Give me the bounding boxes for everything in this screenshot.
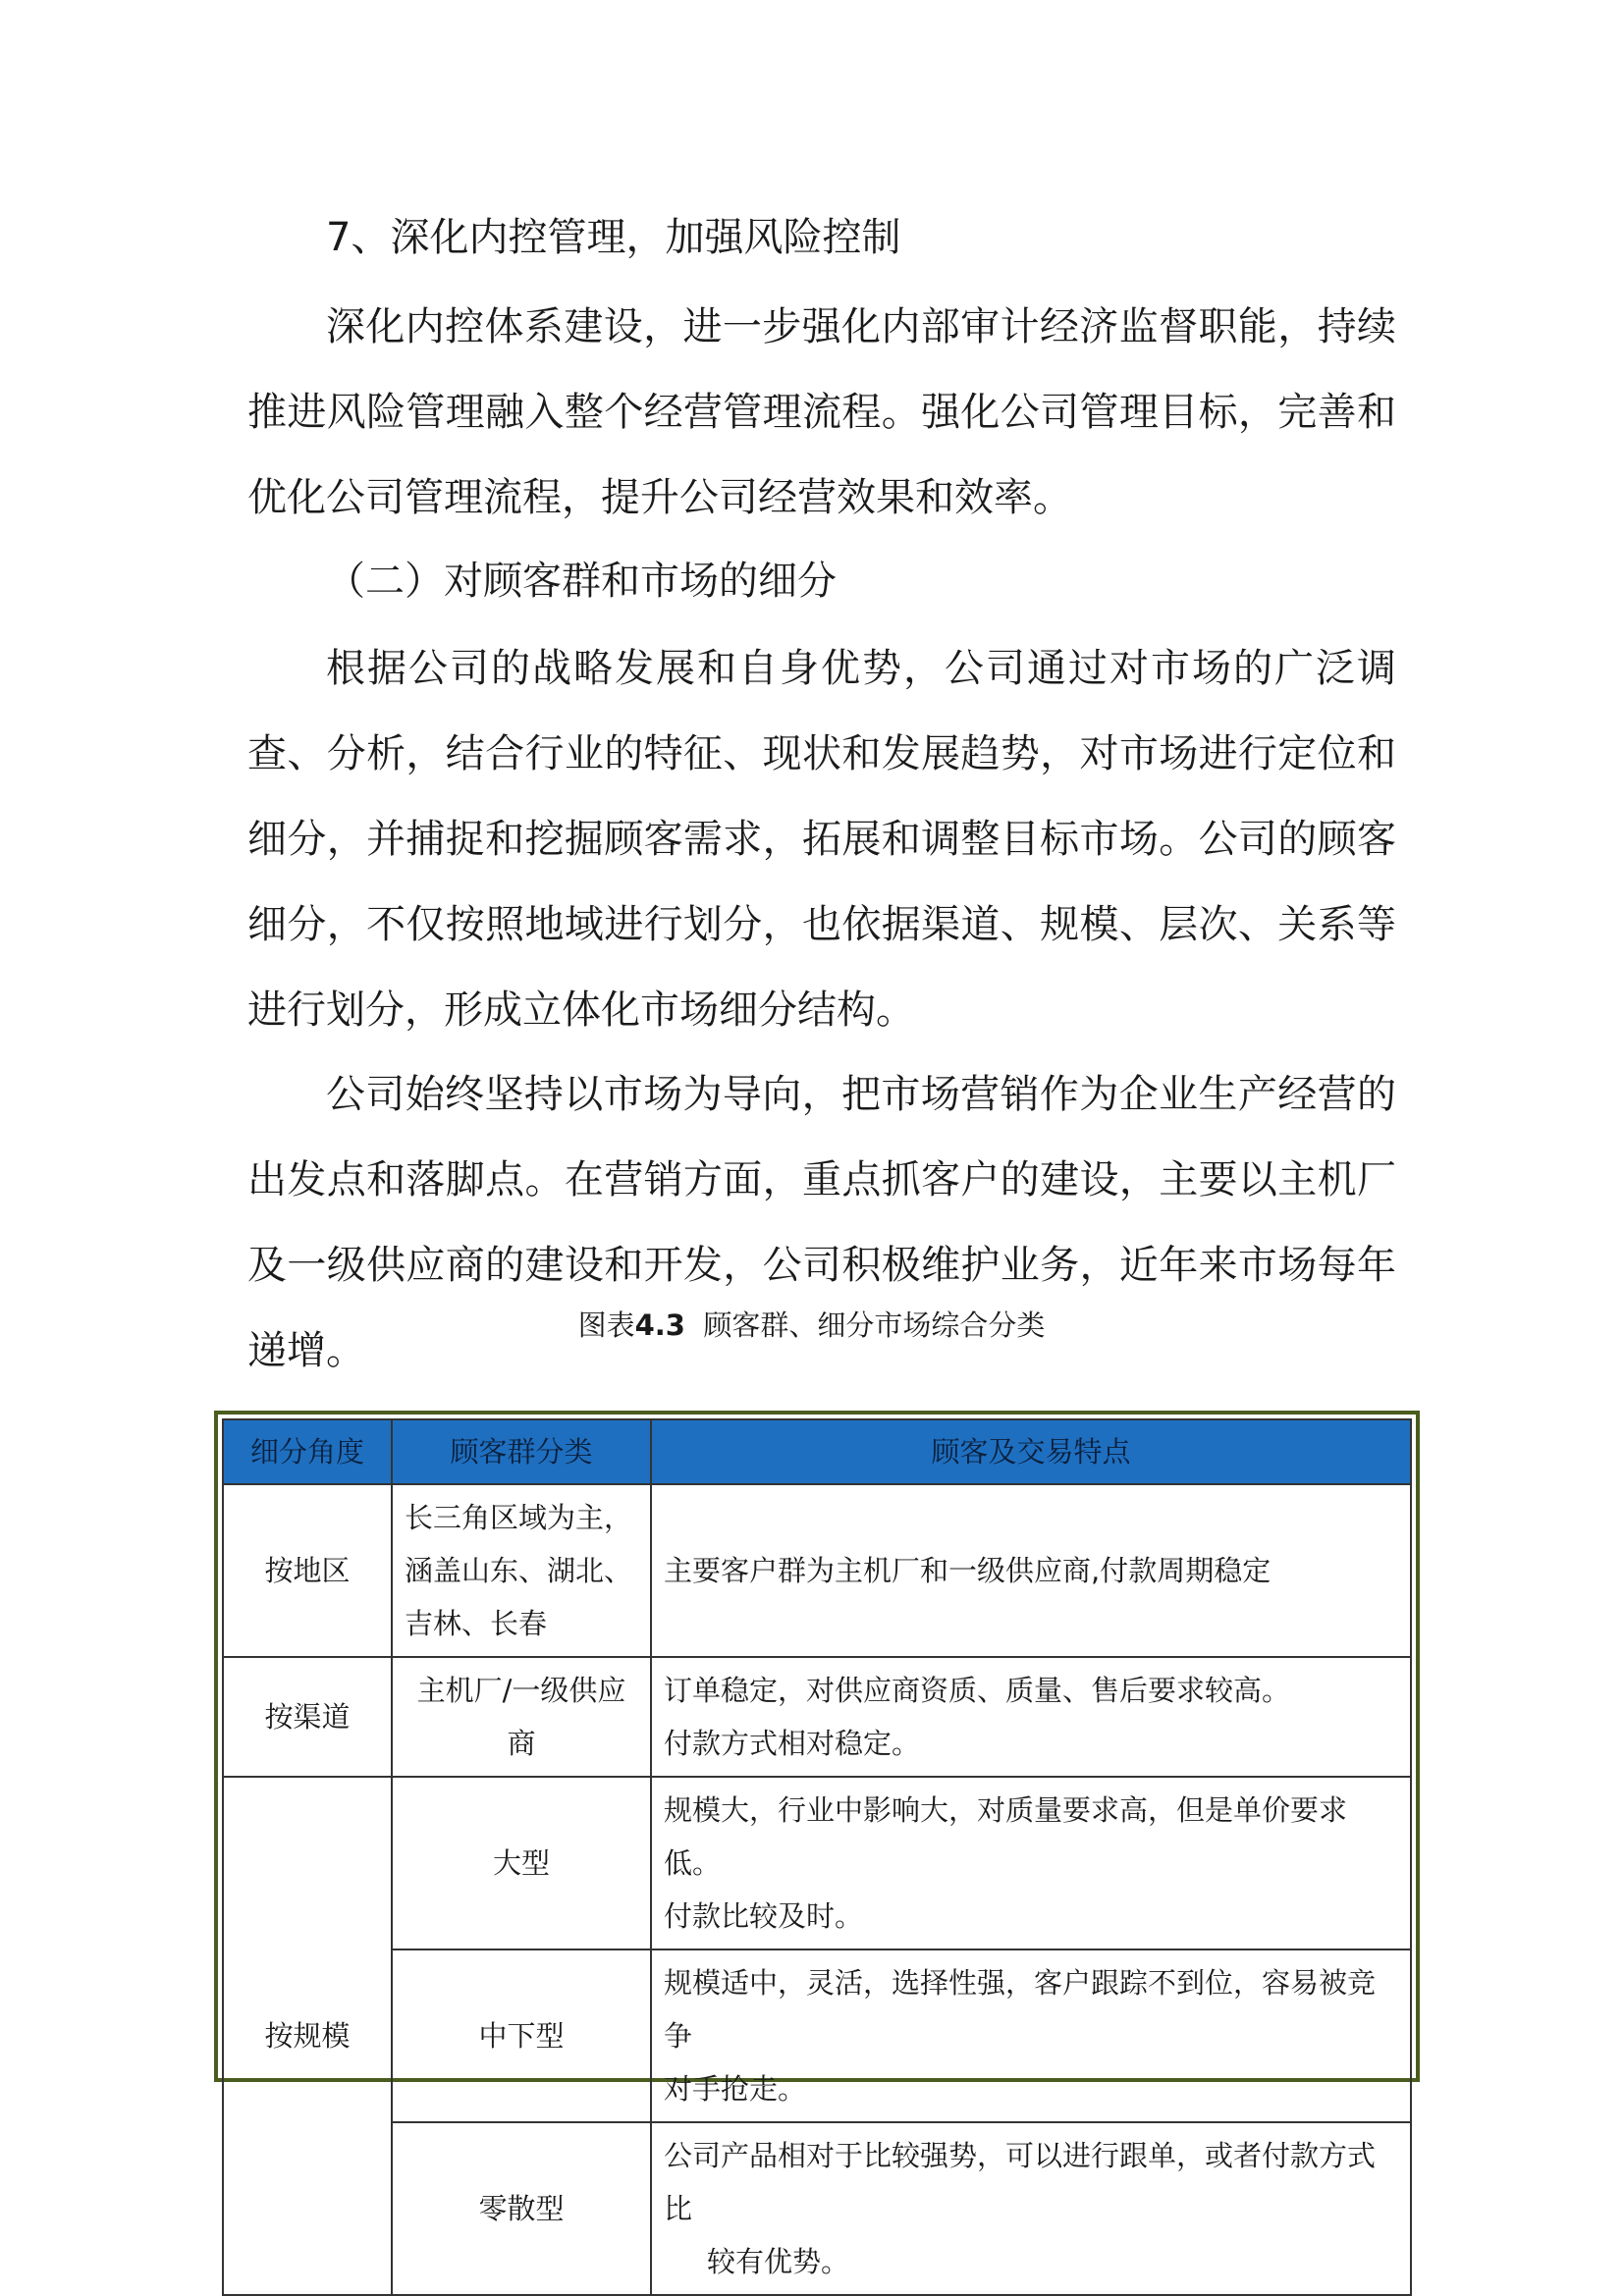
- header-group: 顾客群分类: [392, 1419, 651, 1484]
- cell-region-group: 长三角区域为主， 涵盖山东、湖北、 吉林、长春: [392, 1484, 651, 1657]
- section-heading: 7、深化内控管理，加强风险控制: [326, 215, 901, 260]
- table-row-channel: [223, 1657, 1411, 1777]
- table-caption: [0, 1306, 1623, 1345]
- cell-scale-group-medium: 中下型: [392, 1949, 651, 2122]
- table-row-scale-scattered: [223, 2122, 1411, 2295]
- table-row-region: [223, 1484, 1411, 1657]
- table-row-scale-medium: [223, 1949, 1411, 2122]
- header-feature: 顾客及交易特点: [651, 1419, 1411, 1484]
- cell-scale-group-scattered: 零散型: [392, 2122, 651, 2295]
- subsection-heading: （二）对顾客群和市场的细分: [326, 559, 837, 604]
- cell-channel-angle: 按渠道: [223, 1657, 392, 1777]
- paragraph-segmentation: 根据公司的战略发展和自身优势，公司通过对市场的广泛调查、分析，结合行业的特征、现状和发展趋势，对市场进行定位和细分，并捕捉和挖掘顾客需求，拓展和调整目标市场。公司的顾客细分，不仅按照地域进行划分，也依据渠道、规模、层次、关系等进行划分，形成立体化市场细分结构。: [247, 646, 1396, 1033]
- table-row-scale-large: [223, 1777, 1411, 1949]
- cell-channel-group: 主机厂/一级供应 商: [392, 1657, 651, 1777]
- cell-region-angle: 按地区: [223, 1484, 392, 1657]
- cell-scale-feature-scattered: 公司产品相对于比较强势，可以进行跟单，或者付款方式比 较有优势。: [651, 2122, 1411, 2295]
- caption-title: 顾客群、细分市场综合分类: [703, 1308, 1046, 1342]
- paragraph-marketing: 公司始终坚持以市场为导向，把市场营销作为企业生产经营的出发点和落脚点。在营销方面，重点抓客户的建设，主要以主机厂及一级供应商的建设和开发，公司积极维护业务，近年来市场每年递增。: [247, 1072, 1396, 1373]
- paragraph-internal-control: 深化内控体系建设，进一步强化内部审计经济监督职能，持续推进风险管理融入整个经营管理流程。强化公司管理目标，完善和优化公司管理流程，提升公司经营效果和效率。: [247, 304, 1396, 520]
- caption-number: 4.3: [634, 1308, 685, 1342]
- caption-prefix: 图表: [577, 1308, 635, 1342]
- segmentation-table-frame: [214, 1411, 1420, 2278]
- cell-scale-feature-large: 规模大，行业中影响大，对质量要求高，但是单价要求低。 付款比较及时。: [651, 1777, 1411, 1949]
- header-angle: 细分角度: [223, 1419, 392, 1484]
- cell-region-feature: 主要客户群为主机厂和一级供应商,付款周期稳定: [651, 1484, 1411, 1657]
- cell-scale-feature-medium: 规模适中，灵活，选择性强，客户跟踪不到位，容易被竞争 对手抢走。: [651, 1949, 1411, 2122]
- cell-scale-angle: 按规模: [223, 1777, 392, 2295]
- cell-channel-feature: 订单稳定，对供应商资质、质量、售后要求较高。 付款方式相对稳定。: [651, 1657, 1411, 1777]
- table-header-row: [223, 1419, 1411, 1484]
- segmentation-table: [222, 1418, 1412, 2296]
- cell-scale-group-large: 大型: [392, 1777, 651, 1949]
